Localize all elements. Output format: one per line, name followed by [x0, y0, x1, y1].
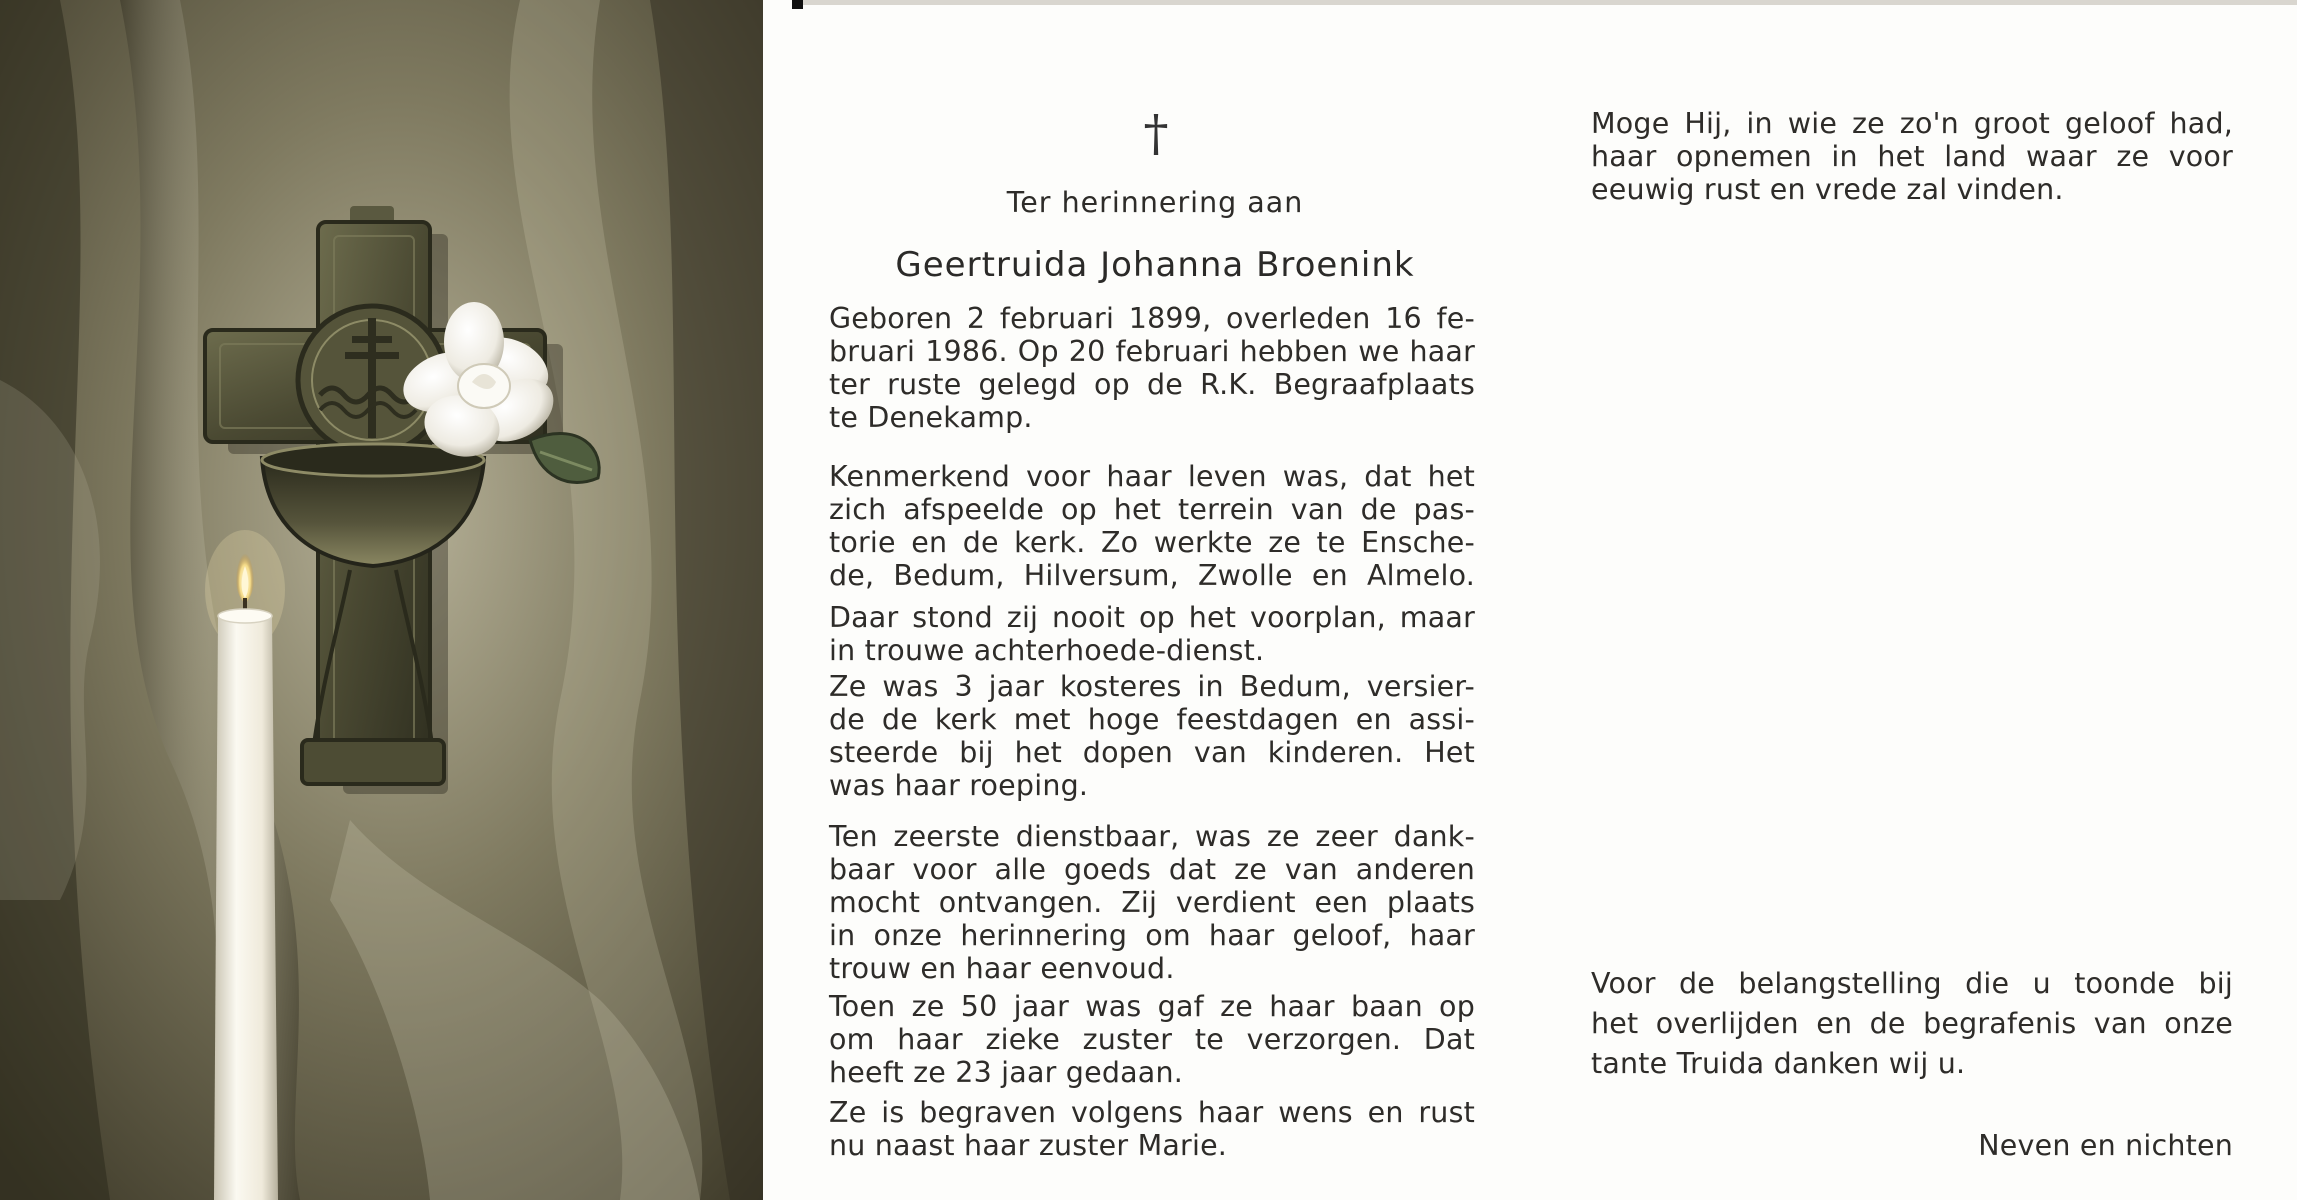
text-line: tante Truida danken wij u. [1591, 1047, 1966, 1080]
text-line: het overlijden en de begrafenis van onze [1591, 1007, 2233, 1040]
text-line: in onze herinnering om haar geloof, haar [829, 919, 1475, 952]
care-paragraph [829, 990, 1475, 1089]
text-line: haar opnemen in het land waar ze voor [1591, 140, 2233, 173]
text-line: te Denekamp. [829, 401, 1033, 434]
service-paragraph [829, 601, 1475, 667]
text-line: in trouwe achterhoede-dienst. [829, 634, 1265, 667]
remembrance-heading: Ter herinnering aan [1006, 186, 1304, 219]
text-line: om haar zieke zuster te verzorgen. Dat [829, 1023, 1475, 1056]
birth-death-paragraph [829, 302, 1475, 434]
thanks-paragraph [1591, 964, 2233, 1084]
text-line: was haar roeping. [829, 769, 1089, 802]
burial-paragraph [829, 1096, 1475, 1162]
text-line: trouw en haar eenvoud. [829, 952, 1175, 985]
lit-candle-icon [205, 530, 285, 1200]
text-line: Ze was 3 jaar kosteres in Bedum, versier- [829, 670, 1475, 703]
text-line: nu naast haar zuster Marie. [829, 1129, 1228, 1162]
text-line: Daar stond zij nooit op het voorplan, maar [829, 601, 1475, 634]
text-line: Kenmerkend voor haar leven was, dat het [829, 460, 1475, 493]
text-line: Ten zeerste dienstbaar, was ze zeer dank- [829, 820, 1475, 853]
sexton-paragraph [829, 670, 1475, 802]
cross-symbol: † [1143, 104, 1169, 162]
corner-mark [792, 0, 803, 9]
life-paragraph [829, 460, 1475, 592]
text-line: heeft ze 23 jaar gedaan. [829, 1056, 1183, 1089]
text-line: Geboren 2 februari 1899, overleden 16 fe- [829, 302, 1475, 335]
top-rule [792, 0, 2297, 5]
signature: Neven en nichten [1978, 1129, 2233, 1162]
text-line: Toen ze 50 jaar was gaf ze haar baan op [829, 990, 1475, 1023]
text-line: torie en de kerk. Zo werkte ze te Ensche- [829, 526, 1475, 559]
text-line: mocht ontvangen. Zij verdient een plaats [829, 886, 1475, 919]
text-line: steerde bij het dopen van kinderen. Het [829, 736, 1475, 769]
gratitude-paragraph [829, 820, 1475, 985]
deceased-name: Geertruida Johanna Broenink [895, 245, 1415, 285]
text-line: ter ruste gelegd op de R.K. Begraafplaats [829, 368, 1475, 401]
text-line: Moge Hij, in wie ze zo'n groot geloof had, [1591, 107, 2233, 140]
text-line: Voor de belangstelling die u toonde bij [1591, 967, 2233, 1000]
text-line: Ze is begraven volgens haar wens en rust [829, 1096, 1475, 1129]
text-line: de de kerk met hoge feestdagen en assi- [829, 703, 1475, 736]
text-line: bruari 1986. Op 20 februari hebben we haar [829, 335, 1475, 368]
text-line: de, Bedum, Hilversum, Zwolle en Almelo. [829, 559, 1475, 592]
memorial-photo [0, 0, 763, 1200]
prayer-paragraph [1591, 107, 2233, 206]
text-line: zich afspeelde op het terrein van de pas- [829, 493, 1475, 526]
text-line: eeuwig rust en vrede zal vinden. [1591, 173, 2064, 206]
text-line: baar voor alle goeds dat ze van anderen [829, 853, 1475, 886]
